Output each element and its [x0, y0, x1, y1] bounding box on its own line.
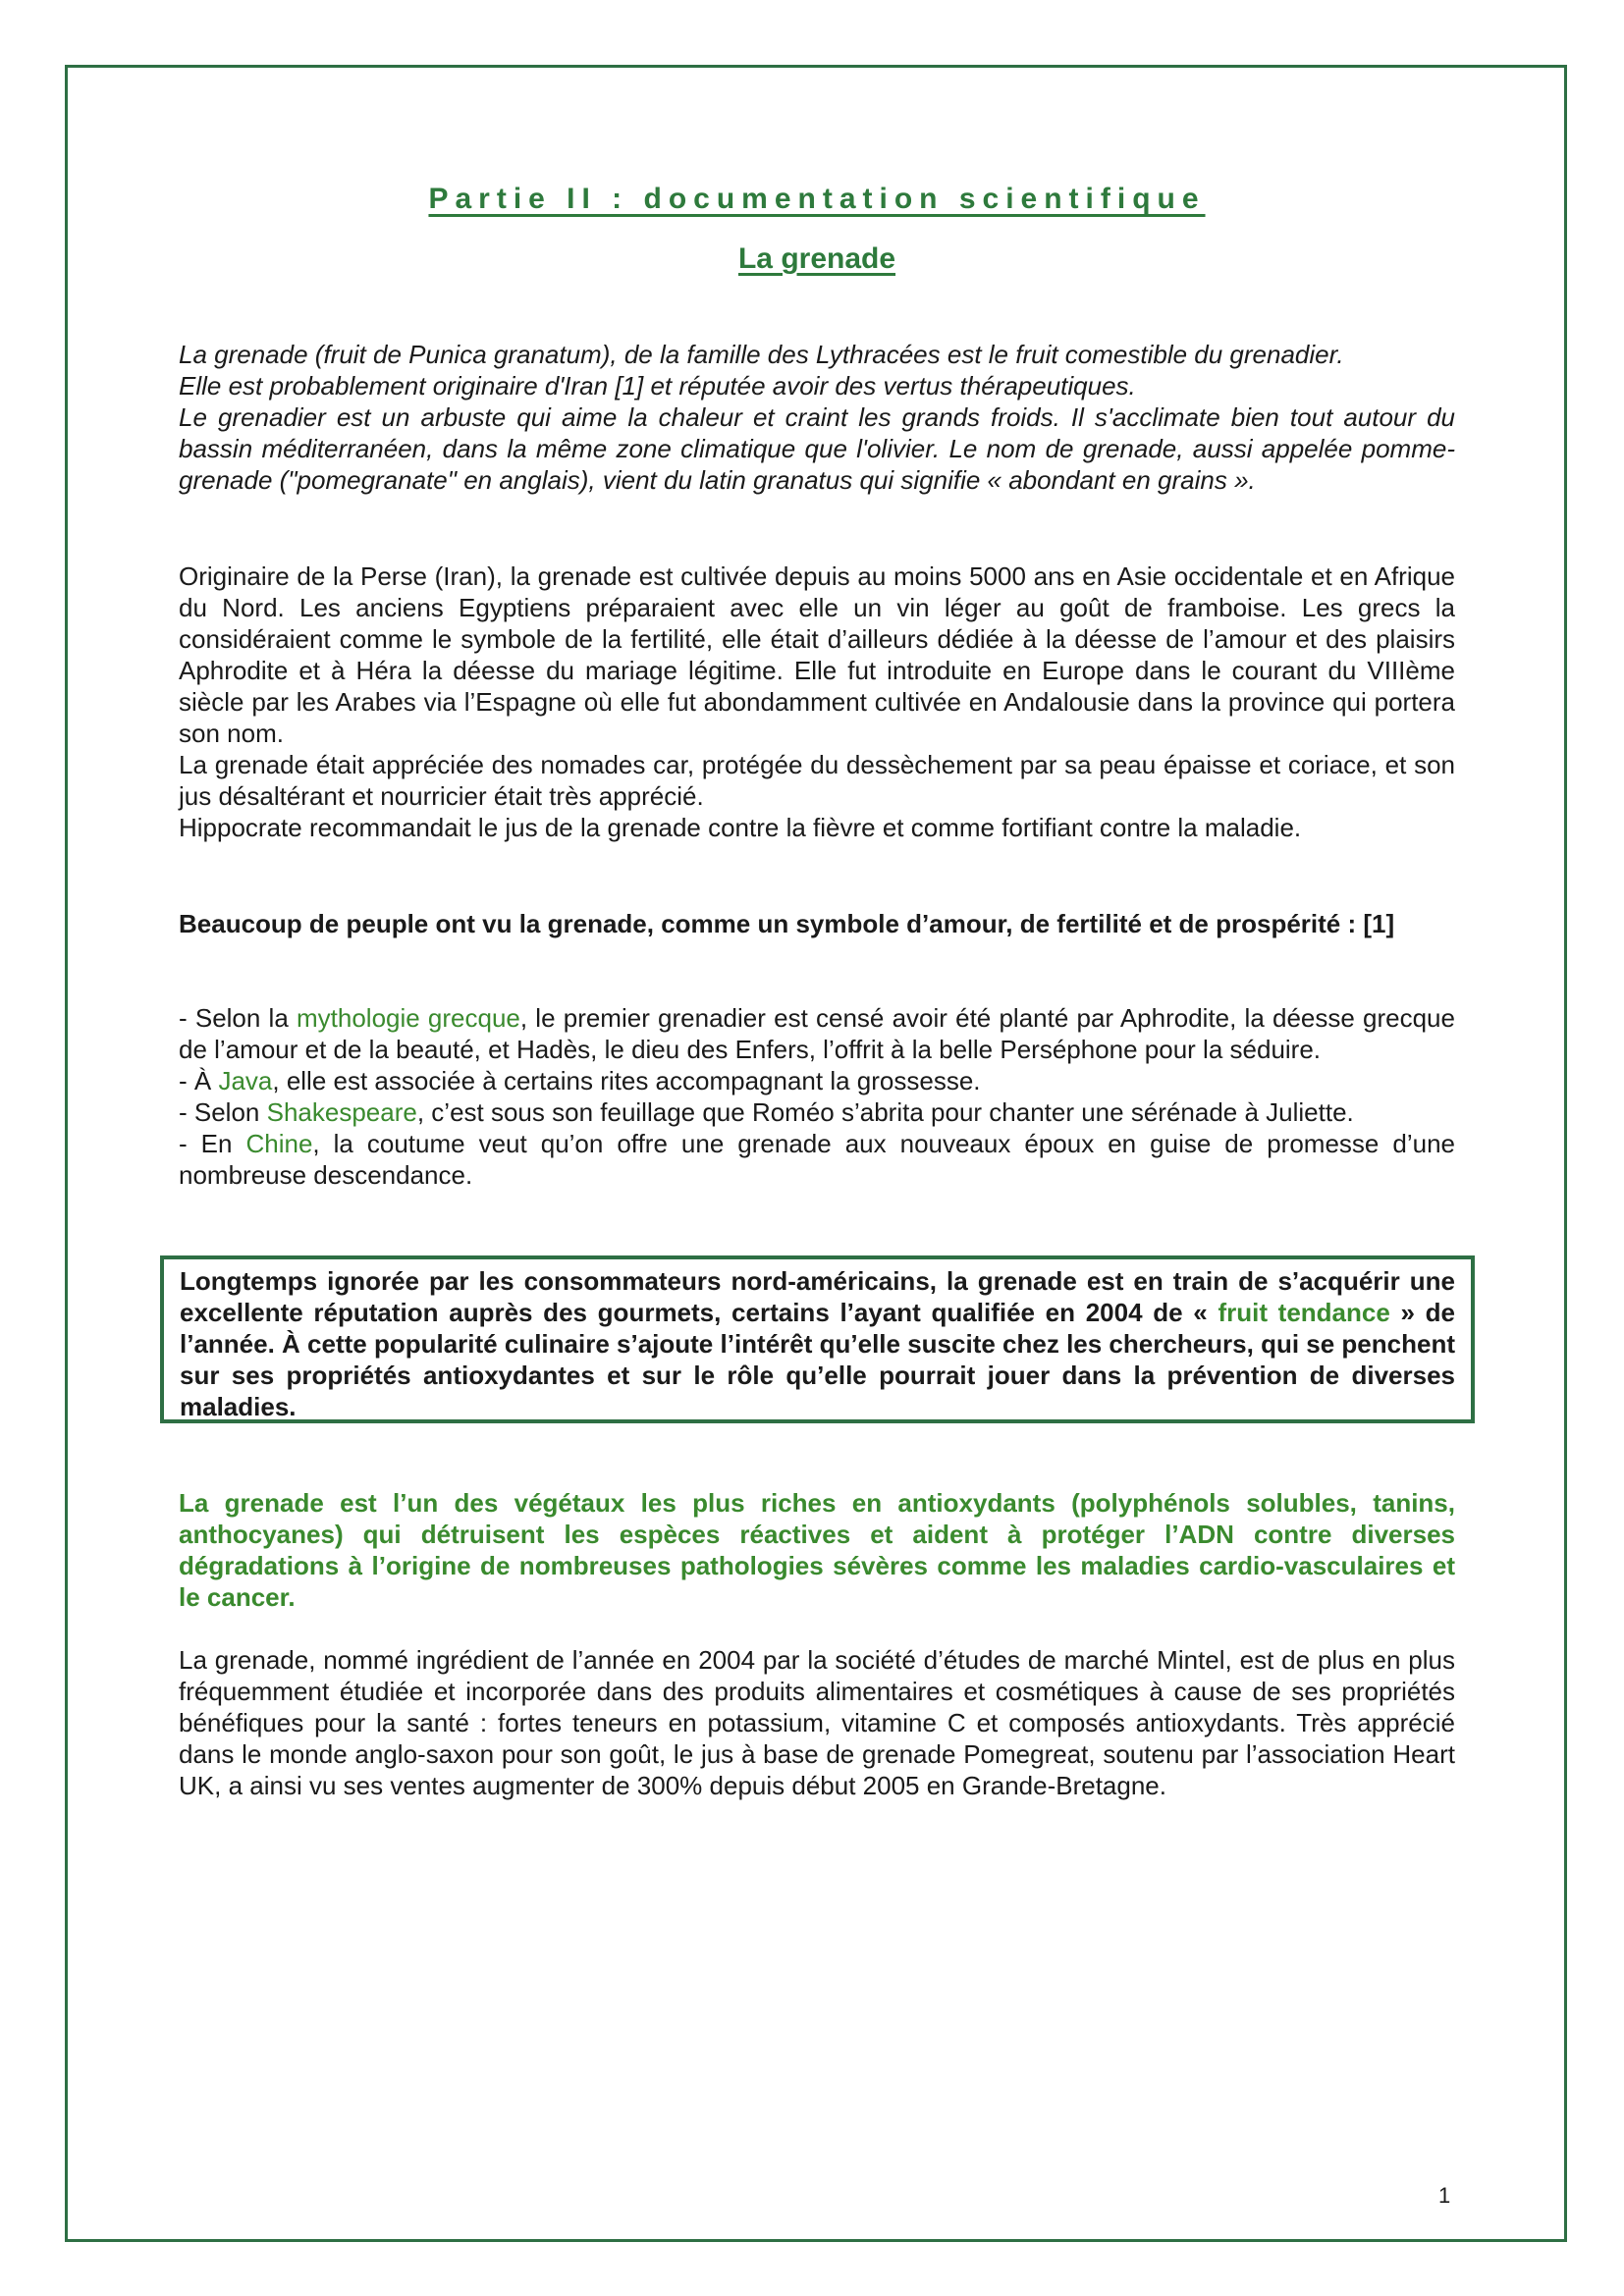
- antioxidants-paragraph: La grenade est l’un des végétaux les plus riches en antioxydants (polyphénols solubles, tanins, anthocyanes) qui détruisent les espèces réactives et aident à protéger l’ADN contre diverses dégradations à l’origine de nombreuses pathologies sévères comme les maladies cardio-vasculaires et le cancer.: [179, 1488, 1455, 1612]
- symbols-heading: Beaucoup de peuple ont vu la grenade, comme un symbole d’amour, de fertilité et de prospérité : [1]: [179, 909, 1395, 938]
- document-title: La grenade: [737, 242, 896, 275]
- page-number: 1: [1438, 2183, 1451, 2208]
- list-item-chine: - En Chine, la coutume veut qu’on offre une grenade aux nouveaux époux en guise de promesse d’une nombreuse descendance.: [179, 1129, 1455, 1190]
- callout-text: Longtemps ignorée par les consommateurs nord-américains, la grenade est en train de s’acquérir une excellente réputation auprès des gourmets, certains l’ayant qualifiée en 2004 de « fruit tendance » de l’année. À cette popularité culinaire s’ajoute l’intérêt qu’elle suscite chez les chercheurs, qui se penchent sur ses propriétés antioxydantes et sur le rôle qu’elle pourrait jouer dans la prévention de diverses maladies.: [180, 1266, 1455, 1421]
- intro-line-3: Le grenadier est un arbuste qui aime la chaleur et craint les grands froids. Il s'acclimate bien tout autour du bassin méditerranéen, dans la même zone climatique que l'olivier. Le nom de grenade, aussi appelée pomme-grenade ("pomegranate" en anglais), vient du latin granatus qui signifie « abondant en grains ».: [179, 402, 1455, 495]
- list-item-shakespeare: - Selon Shakespeare, c’est sous son feuillage que Roméo s’abrita pour chanter une sérénade à Juliette.: [179, 1097, 1354, 1127]
- intro-paragraph: [179, 339, 1455, 496]
- list-item-java: - À Java, elle est associée à certains rites accompagnant la grossesse.: [179, 1066, 981, 1095]
- market-paragraph: La grenade, nommé ingrédient de l’année en 2004 par la société d’études de marché Mintel, est de plus en plus fréquemment étudiée et incorporée dans des produits alimentaires et cosmétiques à cause de ses propriétés bénéfiques pour la santé : fortes teneurs en potassium, vitamine C et composés antioxydants. Très apprécié dans le monde anglo-saxon pour son goût, le jus à base de grenade Pomegreat, soutenu par l’association Heart UK, a ainsi vu ses ventes augmenter de 300% depuis début 2005 en Grande-Bretagne.: [179, 1645, 1455, 1800]
- intro-line-2: Elle est probablement originaire d'Iran [1] et réputée avoir des vertus thérapeutiques.: [179, 371, 1136, 400]
- link-fruit-tendance[interactable]: fruit tendance: [1218, 1298, 1390, 1327]
- symbols-list: [179, 1002, 1455, 1191]
- history-paragraph-1: Originaire de la Perse (Iran), la grenade est cultivée depuis au moins 5000 ans en Asie occidentale et en Afrique du Nord. Les anciens Egyptiens préparaient avec elle un vin léger au goût de framboise. Les grecs la considéraient comme le symbole de la fertilité, elle était d’ailleurs dédiée à la déesse de l’amour et des plaisirs Aphrodite et à Héra la déesse du mariage légitime. Elle fut introduite en Europe dans le courant du VIIIème siècle par les Arabes via l’Espagne où elle fut abondamment cultivée en Andalousie dans la province qui portera son nom.: [179, 561, 1455, 748]
- history-paragraph-2: La grenade était appréciée des nomades car, protégée du dessèchement par sa peau épaisse et coriace, et son jus désaltérant et nourricier était très apprécié.: [179, 750, 1455, 811]
- history-paragraph-3: Hippocrate recommandait le jus de la grenade contre la fièvre et comme fortifiant contre la maladie.: [179, 813, 1302, 842]
- intro-line-1: La grenade (fruit de Punica granatum), de la famille des Lythracées est le fruit comestible du grenadier.: [179, 340, 1344, 369]
- callout-box: [160, 1255, 1475, 1423]
- list-item-mythology: - Selon la mythologie grecque, le premier grenadier est censé avoir été planté par Aphrodite, la déesse grecque de l’amour et de la beauté, et Hadès, le dieu des Enfers, l’offrit à la belle Perséphone pour la séduire.: [179, 1003, 1455, 1064]
- link-java[interactable]: Java: [218, 1066, 273, 1095]
- link-shakespeare[interactable]: Shakespeare: [266, 1097, 417, 1127]
- section-title: Partie II : documentation scientifique: [428, 183, 1206, 215]
- link-mythologie-grecque[interactable]: mythologie grecque: [296, 1003, 520, 1033]
- link-chine[interactable]: Chine: [245, 1129, 313, 1158]
- history-section: [179, 561, 1455, 843]
